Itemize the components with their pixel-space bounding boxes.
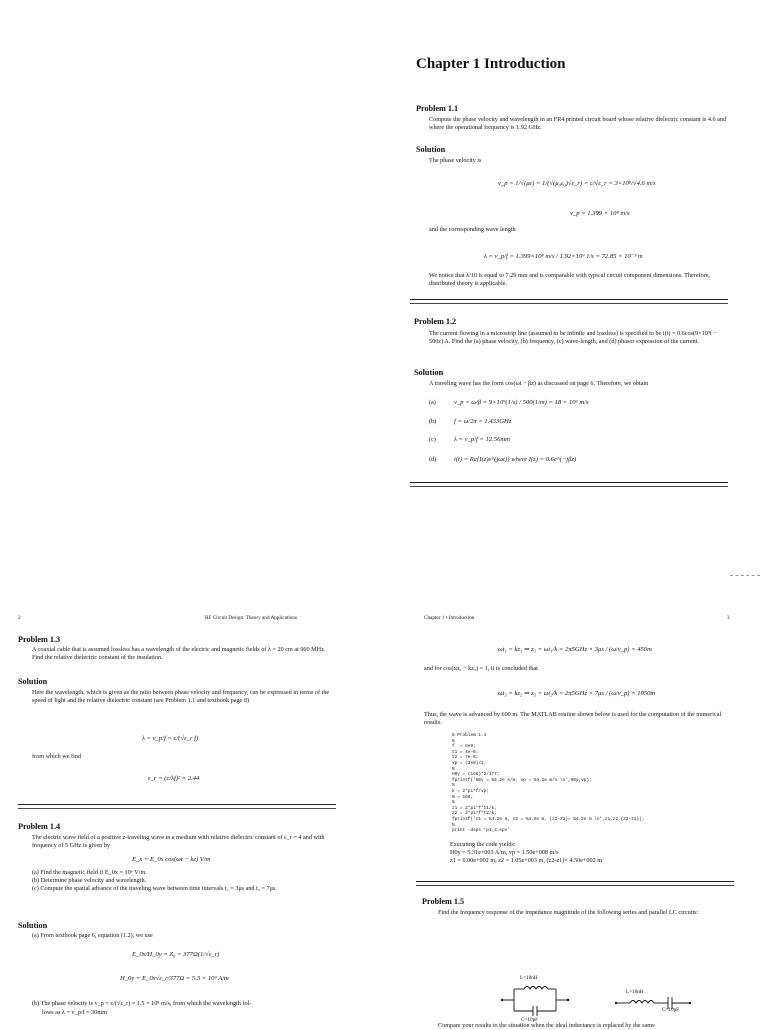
- problem-1-3-statement: A coaxial cable that is assumed lossless has a wavelength of the electric and magnetic fields of λ = 20 cm at 960 MHz. Find the relative dielectric constant of the insulation.: [32, 646, 326, 661]
- page-number: 2: [18, 615, 21, 621]
- problem-1-4-part-c: (c) Compute the spatial advance of the traveling wave between time intervals t₁ = 3μs and t₂ = 7μs.: [32, 885, 277, 892]
- wavelength-intro: and the corresponding wave length: [429, 226, 516, 233]
- result-line-1: H0y = 5.31e+003 A/m, vp = 1.50e+008 m/s: [450, 849, 559, 856]
- part-c-equation: λ = v_p/f = 12.56mm: [454, 436, 510, 443]
- problem-1-5-title: Problem 1.5: [422, 897, 465, 906]
- result-line-2: z1 = 6.00e+002 m, z2 = 1.05e+003 m, (z2-z1)= 4.50e+002 m: [450, 857, 603, 864]
- problem-1-1-note: We notice that λ/10 is equal to 7.29 mm and is comparable with typical circuit component dimensions. Therefore, distributed theory is applicable.: [429, 272, 711, 287]
- code-line: H0y = (1e6)*2/377;: [452, 772, 500, 778]
- solution-1-1-label: Solution: [416, 145, 446, 154]
- series-lc-circuit: [614, 995, 694, 1011]
- equation-epsilon: ε_r = (c/λf)² = 2.44: [148, 775, 200, 782]
- matlab-code: [452, 733, 742, 834]
- section-divider: [18, 804, 336, 805]
- part-d-label: (d): [429, 456, 437, 463]
- part-b-label: (b): [429, 418, 437, 425]
- code-line: %: [452, 783, 455, 789]
- equation-wavelength: λ = v_p/f = 1.399×10⁸ m/s / 1.92×10⁹ 1/s = 72.85 × 10⁻³ m: [484, 253, 643, 260]
- page-chapter-1: [392, 30, 742, 500]
- code-line: z2 = 2*pi*f*t2/k;: [452, 811, 497, 817]
- code-line: f = 5e9;: [452, 744, 476, 750]
- code-line: %: [452, 766, 455, 772]
- scan-mark: [730, 575, 760, 576]
- code-line: % Problem 1.4: [452, 733, 487, 738]
- problem-1-1-title: Problem 1.1: [416, 104, 459, 113]
- code-line: t1 = 4e-6;: [452, 749, 479, 755]
- advance-text: Thus, the wave is advanced by 600 m. The MATLAB routine shown below is used for the computation of the numerical results.: [424, 711, 722, 726]
- code-line: z1 = 2*pi*f*t1/k;: [452, 805, 497, 811]
- code-line: print -deps 'p1_4.eps': [452, 828, 510, 834]
- solution-1-4-part-a: (a) From textbook page 6, equation (1.2), we use: [32, 932, 153, 939]
- solution-1-4-label: Solution: [18, 921, 48, 930]
- chapter-title: Chapter 1 Introduction: [416, 56, 566, 72]
- left-inductor-label: L=10nH: [520, 975, 538, 981]
- equation-impedance: E_0x/H_0y = Z₀ = 377Ω(1/√ε_r): [132, 951, 220, 958]
- part-b-equation: f = ω/2π = 1.433GHz: [454, 418, 512, 425]
- code-line: N = 100;: [452, 794, 474, 800]
- parallel-lc-circuit: [500, 983, 570, 1017]
- section-divider-thin: [410, 303, 728, 304]
- code-line: fprintf('H0y = %4.2e A/m, vp = %4.2e m/s \n',H0y,vp);: [452, 777, 592, 783]
- equation-phase-velocity: v_p = 1/√(με) = 1/(√(μ₀ε₀)√ε_r) = c/√ε_r = 3×10⁸/√4.6 m/s: [498, 180, 656, 187]
- equation-phase-velocity-value: v_p = 1.399 × 10⁸ m/s: [570, 210, 630, 217]
- part-c-label: (c): [429, 436, 436, 443]
- code-line: vp = (3e8)/2;: [452, 760, 487, 766]
- code-line: fprintf('z1 = %4.2e m, z2 = %4.2e m, (z2-z1)= %4.2e m \n',z1,z2,(z2-z1));: [452, 816, 645, 822]
- section-divider-bottom-thin: [410, 486, 728, 487]
- and-for-text: and for cos(ωt₂ − kz₂) = 1, it is concluded that: [424, 665, 538, 672]
- solution-1-2-label: Solution: [414, 368, 444, 377]
- code-line: %: [452, 738, 455, 744]
- problem-1-2-statement: The current flowing in a microstrip line (assumed to be infinite and lossless) is specified to be i(t) = 0.6cos(9×10⁹t − 500z) A. Find the (a) phase velocity, (b) frequency, (c) wave-length, and (d) phasor expression of the current.: [429, 330, 717, 345]
- problem-1-2-title: Problem 1.2: [414, 317, 457, 326]
- part-a-label: (a): [429, 399, 436, 406]
- problem-1-4-title: Problem 1.4: [18, 822, 61, 831]
- page-2: [0, 605, 350, 1024]
- executing-text: Executing the code yields:: [450, 841, 516, 848]
- section-divider-thin: [18, 808, 336, 809]
- problem-1-3-title: Problem 1.3: [18, 635, 61, 644]
- page-number: 3: [727, 615, 730, 621]
- problem-1-1-statement: Compute the phase velocity and wavelength in an FR4 printed circuit board whose relative dielectric constant is 4.6 and where the operational frequency is 1.92 GHz.: [429, 116, 727, 131]
- problem-1-5-tail: Compare your results to the situation when the ideal inductance is replaced by the same: [438, 1022, 655, 1029]
- part-d-equation: i(t) = Re{I(z)e^(jωt)} where I(z) = 0.6e^(−jβz): [454, 456, 577, 463]
- code-line: %: [452, 800, 455, 806]
- code-line: %: [452, 822, 455, 828]
- page-3: [392, 605, 752, 1029]
- code-line: t2 = 7e-6;: [452, 755, 479, 761]
- solution-1-1-intro: The phase velocity is: [429, 157, 482, 164]
- equation-z1: ωt₁ = kz₁ ⇒ z₁ = ωt₁/k = 2π5GHz × 3μs / (ω/v_p) = 450m: [498, 646, 652, 653]
- right-inductor-label: L=10nH: [626, 989, 644, 995]
- section-divider-bottom: [410, 482, 728, 483]
- problem-1-4-part-a: (a) Find the magnetic field if E_0x = 10⁶ V/m.: [32, 869, 147, 876]
- field-equation: E_x = E_0x cos(ωt − kz) V/m: [132, 856, 211, 863]
- section-divider: [410, 299, 728, 300]
- problem-1-4-part-b: (b) Determine phase velocity and wavelength.: [32, 877, 147, 884]
- part-a-equation: v_p = ω/β = 9×10⁹(1/s) / 500(1/m) = 18 × 10⁶ m/s: [454, 399, 589, 406]
- right-capacitor-label: C=10pF: [662, 1007, 680, 1013]
- problem-1-5-statement: Find the frequency response of the impedance magnitude of the following series and parallel LC circuits:: [438, 909, 699, 916]
- solution-1-4-part-b: (b) The phase velocity is v_p = c/(√ε_r) = 1.5 × 10⁸ m/s, from which the wavelength fol-: [32, 1000, 252, 1007]
- running-header: Chapter 1 • Introduction: [424, 615, 475, 621]
- solution-1-4-part-b-cont: lows as λ = v_p/f = 30mm: [42, 1009, 107, 1016]
- running-header: RF Circuit Design: Theory and Applications: [205, 615, 297, 621]
- solution-1-2-intro: A traveling wave has the form cos(ωt − βz) as discussed on page 6. Therefore, we obtain: [429, 380, 649, 387]
- code-line: k = 2*pi*f/vp;: [452, 788, 489, 794]
- equation-magnetic-field: H_0y = E_0x√ε_r/377Ω = 5.3 × 10³ A/m: [120, 975, 229, 982]
- solution-1-3-label: Solution: [18, 677, 48, 686]
- left-capacitor-label: C=10pF: [521, 1017, 539, 1023]
- problem-1-4-statement: The electric wave field of a positive z-traveling wave in a medium with relative dielectric constant of ε_r = 4 and with frequency of 5 GHz is given by: [32, 834, 325, 849]
- equation-lambda: λ = v_p/f = c/(√ε_r f): [142, 735, 199, 742]
- from-which-text: from which we find: [32, 753, 81, 760]
- solution-1-3-body: Here the wavelength, which is given as the ratio between phase velocity and frequency, can be expressed in terms of the speed of light and the relative dielectric constant (see Problem 1.1 and textbook page 8): [32, 689, 330, 704]
- section-divider: [416, 881, 734, 882]
- equation-z2: ωt₂ = kz₂ ⇒ z₂ = ωt₂/k = 2π5GHz × 7μs / (ω/v_p) = 1050m: [498, 690, 656, 697]
- section-divider-thin: [416, 885, 734, 886]
